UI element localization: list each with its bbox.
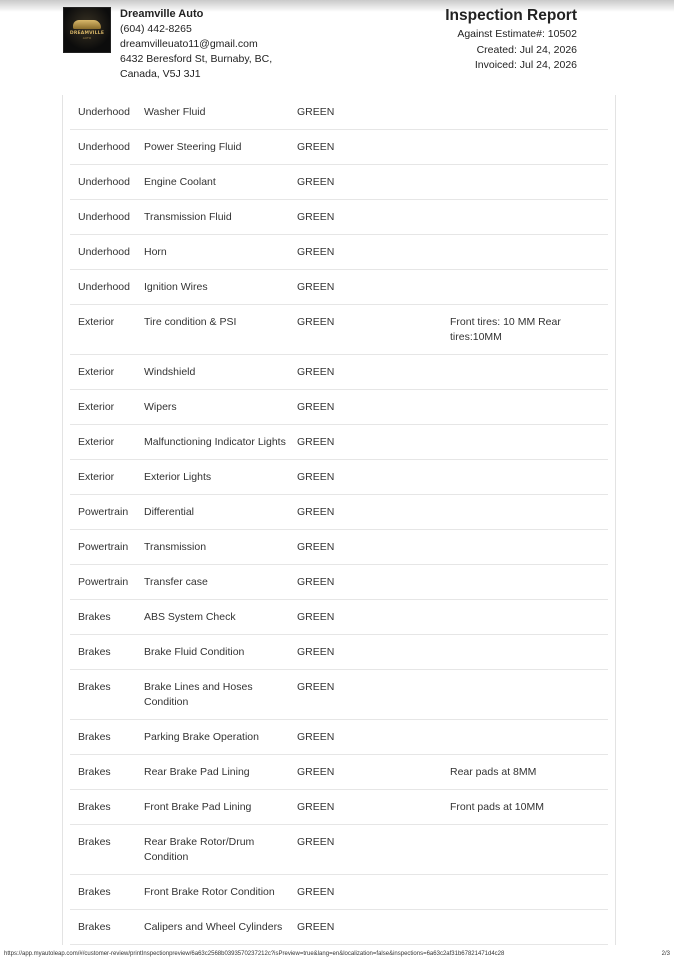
row-status: GREEN <box>297 825 450 875</box>
row-category: Powertrain <box>70 495 144 530</box>
row-category: Brakes <box>70 670 144 720</box>
row-note: Rear pads at 8MM <box>450 755 608 790</box>
row-category: Brakes <box>70 600 144 635</box>
row-status: GREEN <box>297 565 450 600</box>
row-status: GREEN <box>297 355 450 390</box>
row-item: Brake Lines and Hoses Condition <box>144 670 297 720</box>
table-row <box>70 425 608 460</box>
row-status: GREEN <box>297 305 450 355</box>
row-status: GREEN <box>297 95 450 130</box>
row-status: GREEN <box>297 390 450 425</box>
print-page-number: 2/3 <box>661 951 670 957</box>
row-status: GREEN <box>297 130 450 165</box>
row-note <box>450 495 608 530</box>
row-item: Calipers and Wheel Cylinders <box>144 910 297 945</box>
company-address-line1: 6432 Beresford St, Burnaby, BC, <box>120 53 273 65</box>
row-category: Brakes <box>70 910 144 945</box>
table-row <box>70 530 608 565</box>
row-category: Powertrain <box>70 530 144 565</box>
row-note <box>450 390 608 425</box>
row-note <box>450 875 608 910</box>
logo-text: DREAMVILLE <box>69 31 105 36</box>
row-status: GREEN <box>297 910 450 945</box>
row-item: Front Brake Rotor Condition <box>144 875 297 910</box>
row-status: GREEN <box>297 670 450 720</box>
car-logo-icon <box>73 20 101 29</box>
created-date: Created: Jul 24, 2026 <box>476 43 577 56</box>
company-logo <box>63 7 111 53</box>
row-status: GREEN <box>297 635 450 670</box>
row-note <box>450 530 608 565</box>
row-note <box>450 200 608 235</box>
row-category: Exterior <box>70 305 144 355</box>
row-item: Power Steering Fluid <box>144 130 297 165</box>
row-status: GREEN <box>297 495 450 530</box>
row-category: Underhood <box>70 130 144 165</box>
row-category: Brakes <box>70 755 144 790</box>
company-name: Dreamville Auto <box>120 8 204 20</box>
report-info <box>445 6 577 74</box>
row-note <box>450 130 608 165</box>
table-row <box>70 565 608 600</box>
row-category: Exterior <box>70 425 144 460</box>
row-status: GREEN <box>297 720 450 755</box>
table-row <box>70 130 608 165</box>
row-status: GREEN <box>297 425 450 460</box>
table-row <box>70 270 608 305</box>
table-row <box>70 600 608 635</box>
table-row <box>70 910 608 945</box>
inspection-panel <box>62 95 616 945</box>
row-item: Ignition Wires <box>144 270 297 305</box>
table-row <box>70 390 608 425</box>
row-status: GREEN <box>297 755 450 790</box>
row-note <box>450 425 608 460</box>
row-status: GREEN <box>297 530 450 565</box>
row-note <box>450 95 608 130</box>
row-category: Underhood <box>70 95 144 130</box>
row-note <box>450 670 608 720</box>
inspection-table <box>70 95 608 945</box>
row-category: Exterior <box>70 355 144 390</box>
row-note <box>450 565 608 600</box>
row-note <box>450 165 608 200</box>
row-note <box>450 460 608 495</box>
row-item: Tire condition & PSI <box>144 305 297 355</box>
report-header <box>0 0 674 95</box>
row-item: Transmission Fluid <box>144 200 297 235</box>
row-item: Wipers <box>144 390 297 425</box>
table-row <box>70 755 608 790</box>
invoiced-date: Invoiced: Jul 24, 2026 <box>474 59 577 71</box>
logo-subtext: AUTO <box>82 36 92 40</box>
row-category: Brakes <box>70 635 144 670</box>
row-item: Malfunctioning Indicator Lights <box>144 425 297 460</box>
table-row <box>70 875 608 910</box>
row-note <box>450 825 608 875</box>
table-row <box>70 95 608 130</box>
row-status: GREEN <box>297 790 450 825</box>
table-row <box>70 200 608 235</box>
table-row <box>70 305 608 355</box>
row-category: Underhood <box>70 270 144 305</box>
row-note: Front tires: 10 MM Rear tires:10MM <box>450 305 608 355</box>
table-row <box>70 825 608 875</box>
row-note <box>450 720 608 755</box>
row-item: Front Brake Pad Lining <box>144 790 297 825</box>
row-category: Brakes <box>70 790 144 825</box>
table-row <box>70 355 608 390</box>
row-category: Powertrain <box>70 565 144 600</box>
row-category: Exterior <box>70 390 144 425</box>
row-status: GREEN <box>297 235 450 270</box>
row-item: Differential <box>144 495 297 530</box>
row-note <box>450 355 608 390</box>
row-note <box>450 235 608 270</box>
row-note: Front pads at 10MM <box>450 790 608 825</box>
report-title: Inspection Report <box>445 7 577 24</box>
row-category: Brakes <box>70 720 144 755</box>
row-status: GREEN <box>297 200 450 235</box>
row-category: Underhood <box>70 235 144 270</box>
company-email: dreamvilleuato11@gmail.com <box>120 38 258 50</box>
row-category: Underhood <box>70 200 144 235</box>
print-footer-url: https://app.myautoleap.com/#/customer-review/printInspectionpreview/6a63c2568b0393570237212c?isPreview=true&lang=en&localization=false&inspections=6a63c2af31b67821471d4c28 <box>4 951 505 957</box>
row-status: GREEN <box>297 875 450 910</box>
company-phone: (604) 442-8265 <box>120 23 192 35</box>
table-row <box>70 635 608 670</box>
row-item: Transfer case <box>144 565 297 600</box>
row-item: Engine Coolant <box>144 165 297 200</box>
row-category: Brakes <box>70 875 144 910</box>
row-item: Exterior Lights <box>144 460 297 495</box>
row-status: GREEN <box>297 165 450 200</box>
row-item: Transmission <box>144 530 297 565</box>
row-note <box>450 600 608 635</box>
table-row <box>70 235 608 270</box>
row-item: Parking Brake Operation <box>144 720 297 755</box>
row-item: ABS System Check <box>144 600 297 635</box>
table-row <box>70 670 608 720</box>
row-note <box>450 270 608 305</box>
row-category: Brakes <box>70 825 144 875</box>
row-item: Rear Brake Rotor/Drum Condition <box>144 825 297 875</box>
row-item: Horn <box>144 235 297 270</box>
row-note <box>450 910 608 945</box>
row-status: GREEN <box>297 600 450 635</box>
row-status: GREEN <box>297 270 450 305</box>
company-address-line2: Canada, V5J 3J1 <box>120 68 201 80</box>
row-category: Underhood <box>70 165 144 200</box>
row-status: GREEN <box>297 460 450 495</box>
row-item: Rear Brake Pad Lining <box>144 755 297 790</box>
row-item: Washer Fluid <box>144 95 297 130</box>
row-item: Brake Fluid Condition <box>144 635 297 670</box>
company-info <box>120 7 272 82</box>
table-row <box>70 790 608 825</box>
table-row <box>70 165 608 200</box>
table-row <box>70 460 608 495</box>
estimate-number: Against Estimate#: 10502 <box>457 28 577 40</box>
row-category: Exterior <box>70 460 144 495</box>
row-note <box>450 635 608 670</box>
table-row <box>70 720 608 755</box>
inspection-table-body <box>70 95 608 945</box>
table-row <box>70 495 608 530</box>
row-item: Windshield <box>144 355 297 390</box>
